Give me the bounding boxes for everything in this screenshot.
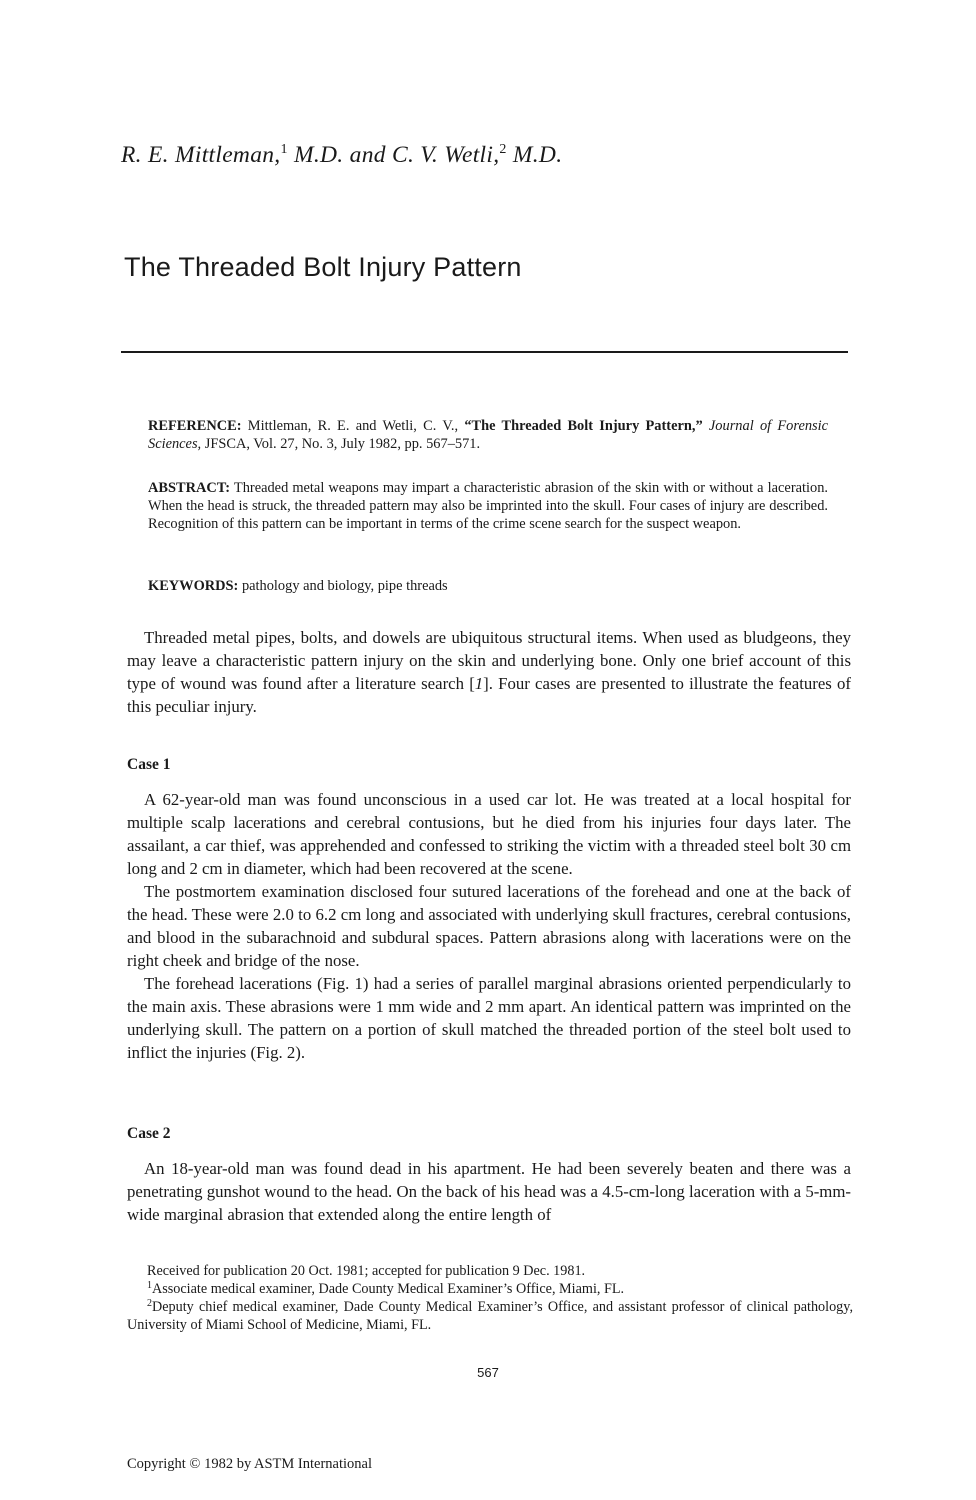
keywords-text: pathology and biology, pipe threads <box>238 578 448 594</box>
reference-article-title: “The Threaded Bolt Injury Pattern,” <box>464 418 703 434</box>
keywords-label: KEYWORDS: <box>148 578 239 594</box>
author-1-footnote-mark: 1 <box>280 142 288 157</box>
title-rule <box>121 351 848 353</box>
article-title: The Threaded Bolt Injury Pattern <box>124 252 522 282</box>
intro-citation-number: 1 <box>474 674 484 693</box>
author-1-name: R. E. Mittleman, <box>121 142 281 168</box>
case-2-section <box>127 1157 851 1226</box>
copyright-notice: Copyright © 1982 by ASTM International <box>127 1456 373 1472</box>
reference-authors: Mittleman, R. E. and Wetli, C. V., <box>241 418 465 434</box>
intro-text-start: Threaded metal pipes, bolts, and dowels are ubiquitous structural items. When used as bludgeons, they may leave a characteristic pattern injury on the skin and underlying bone. Only one brief account of this type of wound was found after a literature search [ <box>127 628 851 693</box>
case-2-heading: Case 2 <box>127 1125 171 1142</box>
footnote-1-mark: 1 <box>147 1280 152 1291</box>
footnote-2-mark: 2 <box>147 1298 152 1309</box>
author-2-footnote-mark: 2 <box>499 142 507 157</box>
received-note: Received for publication 20 Oct. 1981; accepted for publication 9 Dec. 1981. <box>147 1263 586 1279</box>
abstract-block <box>148 479 828 533</box>
authors-line <box>121 142 562 169</box>
page-number: 567 <box>477 1365 499 1380</box>
case-1-paragraph: The postmortem examination disclosed four sutured lacerations of the forehead and one at the back of the head. These were 2.0 to 6.2 cm long and associated with underlying skull fractures, cerebral contusions, and blood in the subarachnoid and subdural spaces. Pattern abrasions along with lacerations were on the right cheek and bridge of the nose. <box>127 882 851 970</box>
reference-block <box>148 417 828 453</box>
case-1-paragraph: A 62-year-old man was found unconscious in a used car lot. He was treated at a local hospital for multiple scalp lacerations and cerebral contusions, but he died from his injuries four days later. The assailant, a car thief, was apprehended and confessed to striking the victim with a threaded steel bolt 30 cm long and 2 cm in diameter, which had been recovered at the scene. <box>127 790 851 878</box>
footnote-1 <box>127 1280 853 1298</box>
case-1-heading: Case 1 <box>127 756 171 773</box>
footnote-1-text: Associate medical examiner, Dade County Medical Examiner’s Office, Miami, FL. <box>152 1281 625 1297</box>
footnotes <box>127 1262 853 1334</box>
author-2-name: C. V. Wetli, <box>391 142 500 168</box>
keywords-block <box>148 577 828 595</box>
abstract-label: ABSTRACT: <box>148 480 231 496</box>
abstract-text: Threaded metal weapons may impart a characteristic abrasion of the skin with or without a laceration. When the head is struck, the threaded pattern may also be imprinted into the skull. Four cases of injury are described. Recognition of this pattern can be important in terms of the crime scene search for the suspect weapon. <box>148 480 828 532</box>
reference-journal: Journal of Forensic Sciences, <box>148 418 829 452</box>
case-2-paragraph: An 18-year-old man was found dead in his apartment. He had been severely beaten and there was a penetrating gunshot wound to the head. On the back of his head was a 4.5-cm-long laceration with a 5-mm-wide marginal abrasion that extended along the entire length of <box>127 1159 851 1224</box>
reference-label: REFERENCE: <box>148 418 242 434</box>
intro-text-end: ]. Four cases are presented to illustrate the features of this peculiar injury. <box>127 674 851 716</box>
intro-section <box>127 626 851 718</box>
footnote-2-text: Deputy chief medical examiner, Dade County Medical Examiner’s Office, and assistant professor of clinical pathology, University of Miami School of Medicine, Miami, FL. <box>127 1299 853 1333</box>
reference-citation: JFSCA, Vol. 27, No. 3, July 1982, pp. 567–571. <box>201 436 481 452</box>
author-2-degree: M.D. <box>506 142 563 168</box>
author-1-degree: M.D. and <box>287 142 392 168</box>
case-1-section <box>127 788 851 1064</box>
intro-paragraph <box>127 626 851 718</box>
footnote-2 <box>127 1298 853 1334</box>
case-1-paragraph: The forehead lacerations (Fig. 1) had a series of parallel marginal abrasions oriented perpendicularly to the main axis. These abrasions were 1 mm wide and 2 mm apart. An identical pattern was imprinted on the underlying skull. The pattern on a portion of skull matched the threaded portion of the steel bolt used to inflict the injuries (Fig. 2). <box>127 974 851 1062</box>
